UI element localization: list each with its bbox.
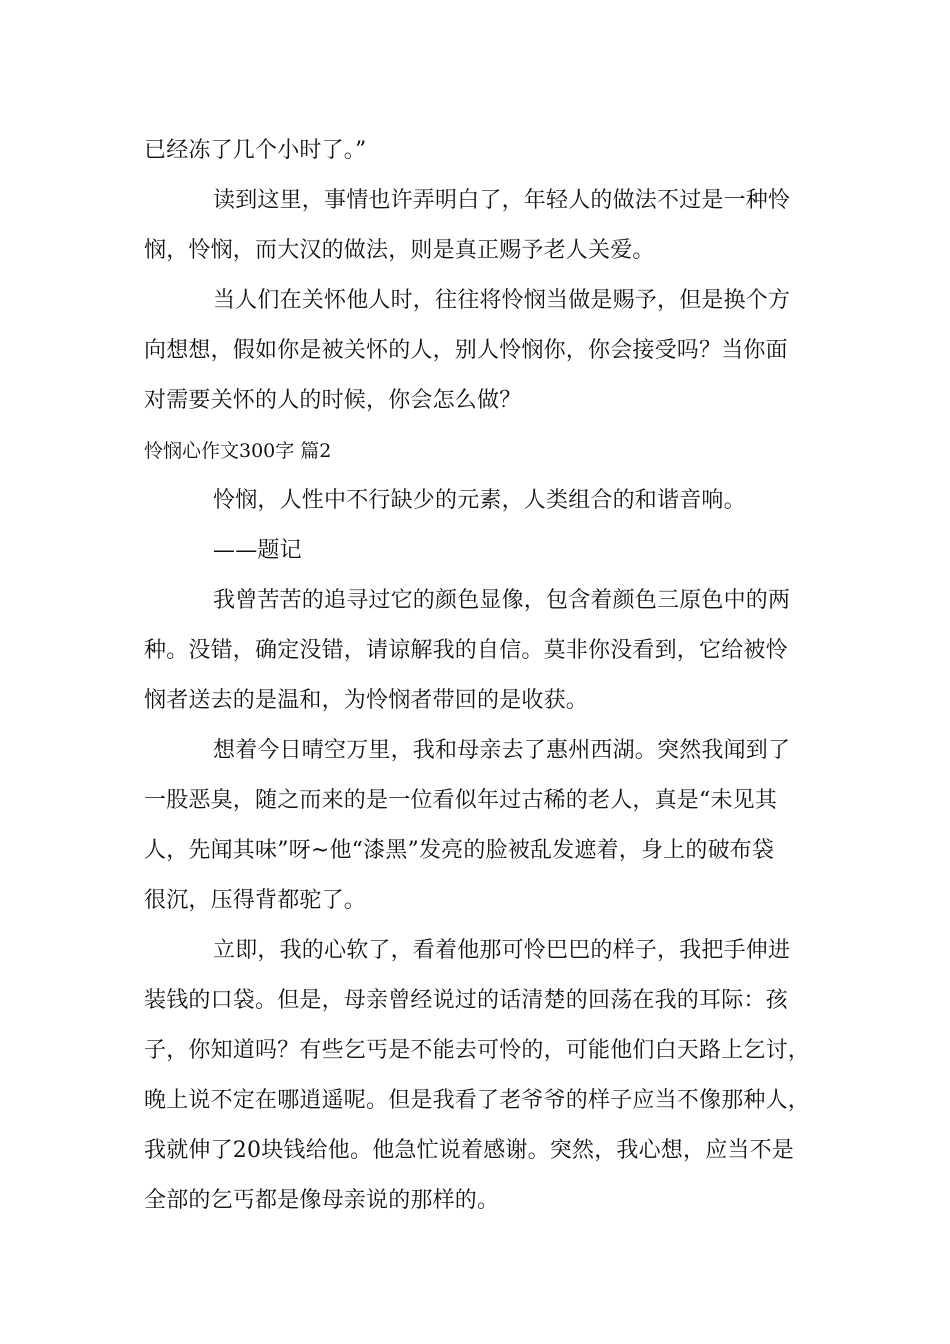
paragraph-line: 立即，我的心软了，看着他那可怜巴巴的样子，我把手伸进 [213,938,791,963]
paragraph-line: 对需要关怀的人的时候，你会怎么做？ [144,388,522,413]
paragraph-line: 已经冻了几个小时了。” [144,138,367,163]
paragraph-line: 全部的乞丐都是像母亲说的那样的。 [144,1188,500,1213]
paragraph-line: 一股恶臭，随之而来的是一位看似年过古稀的老人，真是“未见其 [144,788,778,813]
paragraph-line: 我曾苦苦的追寻过它的颜色显像，包含着颜色三原色中的两 [213,588,791,613]
paragraph-line: 悯，怜悯，而大汉的做法，则是真正赐予老人关爱。 [144,238,655,263]
paragraph-line: 我就伸了20块钱给他。他急忙说着感谢。突然，我心想，应当不是 [144,1138,794,1163]
paragraph-line: 人，先闻其味”呀~他“漆黑”发亮的脸被乱发遮着，身上的破布袋 [144,838,775,863]
paragraph-line: 子，你知道吗？有些乞丐是不能去可怜的，可能他们白天路上乞讨， [144,1038,811,1063]
epigraph-attribution: ——题记 [213,538,302,563]
paragraph-line: 悯者送去的是温和，为怜悯者带回的是收获。 [144,688,589,713]
paragraph-line: 读到这里，事情也许弄明白了，年轻人的做法不过是一种怜 [213,188,791,213]
paragraph-line: 种。没错，确定没错，请谅解我的自信。莫非你没看到，它给被怜 [144,638,788,663]
paragraph-line: 向想想，假如你是被关怀的人，别人怜悯你，你会接受吗？当你面 [144,338,788,363]
paragraph-line: 晚上说不定在哪逍遥呢。但是我看了老爷爷的样子应当不像那种人， [144,1088,811,1113]
paragraph-line: 很沉，压得背都驼了。 [144,888,367,913]
epigraph-line: 怜悯，人性中不行缺少的元素，人类组合的和谐音响。 [213,488,746,513]
paragraph-line: 装钱的口袋。但是，母亲曾经说过的话清楚的回荡在我的耳际：孩 [144,988,788,1013]
section-heading: 怜悯心作文300字 篇2 [144,440,332,462]
paragraph-line: 当人们在关怀他人时，往往将怜悯当做是赐予，但是换个方 [213,288,791,313]
paragraph-line: 想着今日晴空万里，我和母亲去了惠州西湖。突然我闻到了 [213,738,791,763]
